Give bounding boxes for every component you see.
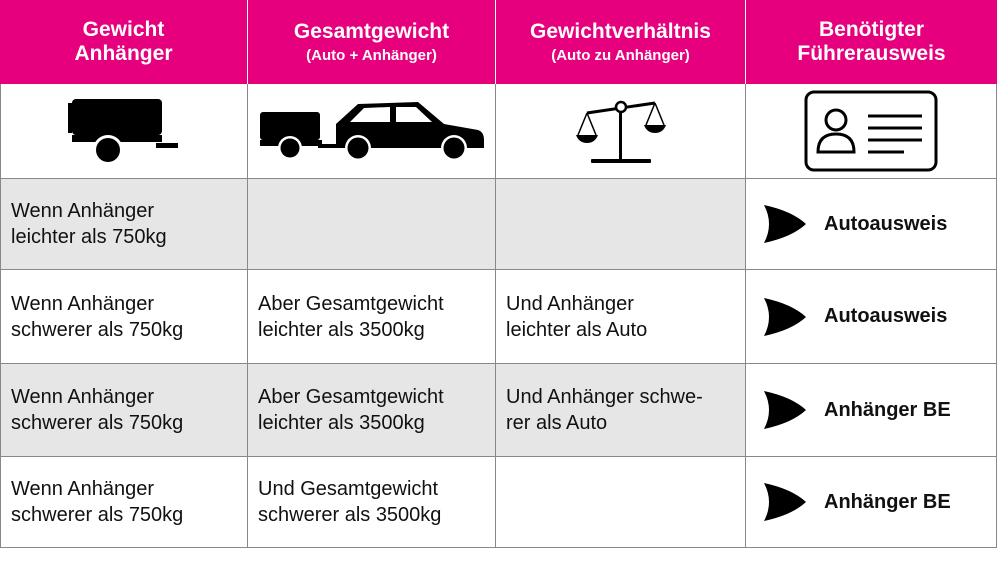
table-cell (248, 179, 496, 270)
license-label: Anhänger BE (824, 398, 951, 421)
trailer-icon (68, 95, 180, 167)
table-cell (0, 364, 248, 457)
cell-text: Aber Gesamtgewicht (258, 292, 444, 315)
cell-text: leichter als 750kg (11, 226, 167, 248)
header-weight-ratio (496, 0, 746, 84)
arrow-right-icon (762, 203, 808, 245)
header-weight-trailer (0, 0, 248, 84)
license-label: Anhänger BE (824, 490, 951, 513)
ratio-condition (506, 291, 647, 343)
cell-text: schwerer als 750kg (11, 318, 184, 341)
cell-text: Wenn Anhänger (11, 292, 155, 315)
header-subtitle: (Auto zu Anhänger) (551, 46, 690, 64)
header-total-weight (248, 0, 496, 84)
table-cell (248, 457, 496, 548)
table-cell (496, 457, 746, 548)
cell-text: Aber Gesamtgewicht (258, 386, 444, 408)
cell-text: schwerer als 3500kg (258, 504, 442, 526)
cell-text: schwerer als 750kg (11, 412, 184, 434)
icon-cell (496, 84, 746, 179)
cell-text: leichter als 3500kg (258, 318, 425, 341)
table-row (0, 270, 997, 364)
table-cell (496, 270, 746, 364)
table-cell (746, 179, 997, 270)
arrow-right-icon (762, 481, 808, 523)
id-card-icon (804, 90, 938, 172)
header-title: Gewicht (82, 18, 165, 41)
header-title: Gesamtgewicht (293, 19, 450, 43)
weight-condition (11, 476, 183, 528)
ratio-condition (506, 384, 703, 436)
cell-text: Wenn Anhänger (11, 478, 155, 500)
scale-icon (575, 95, 667, 167)
arrow-right-icon (762, 389, 808, 431)
icon-cell (746, 84, 997, 179)
table-row (0, 364, 997, 457)
table-cell (746, 457, 997, 548)
table-cell (0, 179, 248, 270)
car-with-trailer-icon (258, 98, 486, 164)
license-result (746, 179, 996, 269)
total-weight-condition (258, 476, 441, 528)
weight-condition (11, 384, 183, 436)
license-result (746, 457, 996, 547)
cell-text: Und Anhänger (506, 292, 634, 315)
header-title: Anhänger (74, 42, 173, 65)
table-cell (746, 270, 997, 364)
arrow-right-icon (762, 296, 808, 338)
table-cell (248, 364, 496, 457)
table-cell (496, 364, 746, 457)
cell-text: Und Anhänger schwe- (506, 386, 703, 408)
table-row (0, 179, 997, 270)
cell-text: Wenn Anhänger (11, 200, 155, 222)
icon-cell (0, 84, 248, 179)
total-weight-condition (258, 291, 444, 343)
icon-row (0, 84, 997, 179)
total-weight-condition (258, 384, 444, 436)
table-row (0, 457, 997, 548)
license-label: Autoausweis (824, 212, 948, 235)
table-cell (248, 270, 496, 364)
cell-text: Und Gesamtgewicht (258, 478, 439, 500)
weight-condition (11, 291, 183, 343)
header-title: Führerausweis (797, 42, 946, 65)
header-title: Benötigter (819, 18, 924, 41)
table-cell (746, 364, 997, 457)
table-header (0, 0, 997, 84)
cell-text: rer als Auto (506, 412, 608, 434)
cell-text: leichter als 3500kg (258, 412, 425, 434)
header-title: Gewichtverhältnis (530, 19, 711, 43)
icon-cell (248, 84, 496, 179)
table-cell (496, 179, 746, 270)
table-cell (0, 457, 248, 548)
header-required-license (746, 0, 997, 84)
license-result (746, 270, 996, 363)
cell-text: Wenn Anhänger (11, 386, 155, 408)
table-cell (0, 270, 248, 364)
weight-condition (11, 198, 167, 250)
cell-text: schwerer als 750kg (11, 504, 184, 526)
header-subtitle: (Auto + Anhänger) (306, 46, 437, 64)
cell-text: leichter als Auto (506, 318, 648, 341)
license-label: Autoausweis (824, 305, 948, 327)
license-result (746, 364, 996, 456)
